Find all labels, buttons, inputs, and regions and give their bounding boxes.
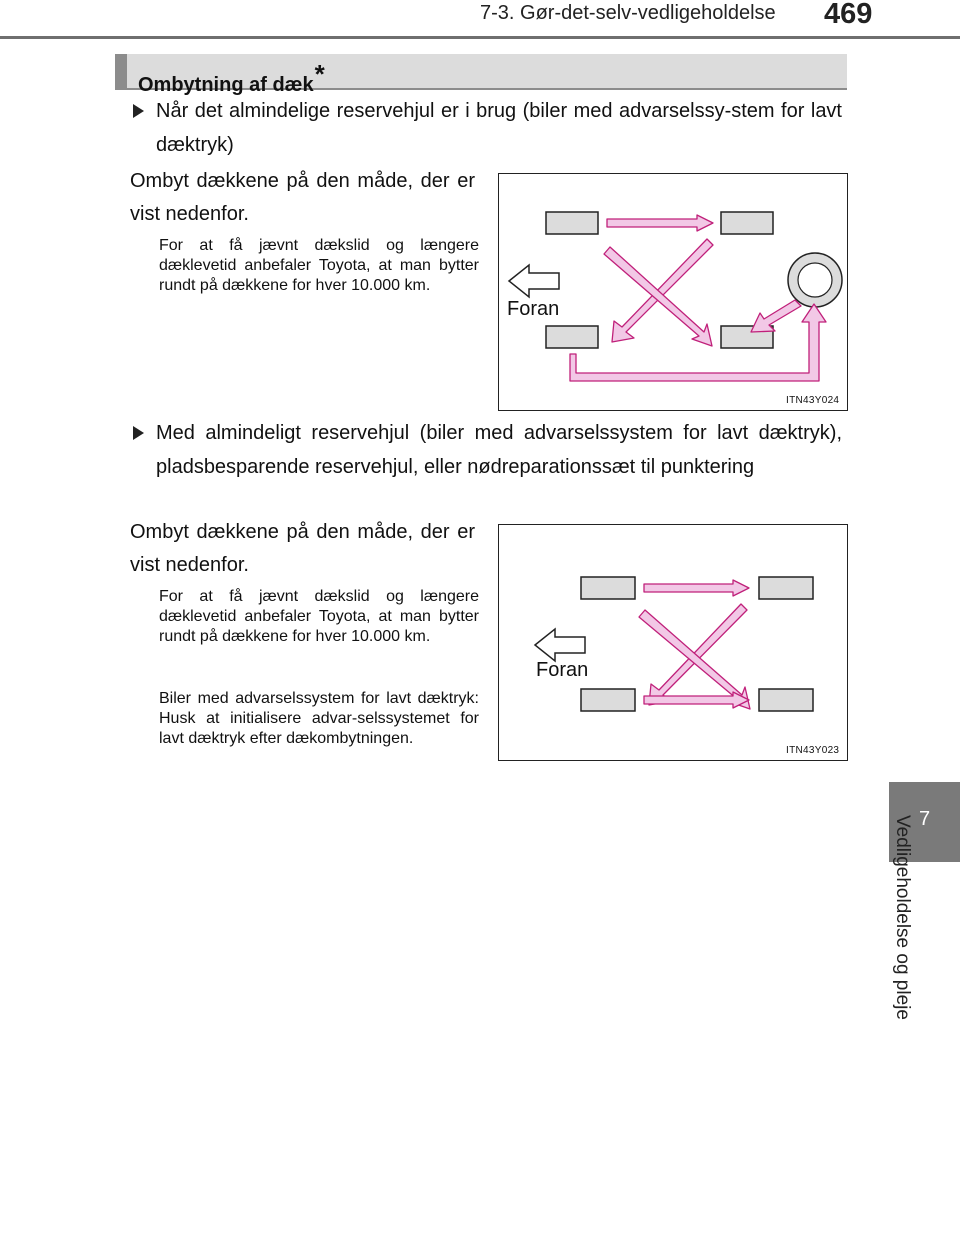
tire-rotation-diagram-standard xyxy=(498,524,848,761)
rotation-instruction: Ombyt dækkene på den måde, der er vist nedenfor. xyxy=(130,521,475,576)
heading-bar xyxy=(115,54,127,88)
footnote-mark: * xyxy=(314,59,325,89)
rotation-diagram-graphic xyxy=(499,174,847,410)
arrow-fl-to-fr-icon xyxy=(644,580,749,596)
section-title-wrap xyxy=(138,59,325,97)
rotation-diagram-graphic xyxy=(499,525,847,760)
arrow-rl-to-spare-icon xyxy=(570,304,826,381)
header-rule xyxy=(0,36,960,39)
front-direction-arrow-icon xyxy=(509,265,559,297)
bullet-text: Med almindeligt reservehjul (biler med advarselssystem for lavt dæktryk), pladsbesparende reservehjul, eller nødreparationssæt til punktering xyxy=(156,422,842,478)
front-direction-arrow-icon xyxy=(535,629,585,661)
chapter-label: Vedligeholdelse og pleje xyxy=(892,815,913,1020)
page-number: 469 xyxy=(824,0,873,30)
chapter-number: 7 xyxy=(918,808,931,830)
diagram-code: ITN43Y023 xyxy=(786,745,840,756)
bullet-triangle-icon xyxy=(133,426,144,440)
tire-front-right-icon xyxy=(759,577,813,599)
tpms-note: Biler med advarselssystem for lavt dæktryk: Husk at initialisere advar-selssystemet for lavt dæktryk efter dækombytningen. xyxy=(159,690,479,747)
tire-front-left-icon xyxy=(546,212,598,234)
header-section-title: 7-3. Gør-det-selv-vedligeholdelse xyxy=(480,2,776,24)
tire-rear-right-icon xyxy=(759,689,813,711)
rotation-instruction: Ombyt dækkene på den måde, der er vist nedenfor. xyxy=(130,170,475,225)
front-label: Foran xyxy=(536,659,589,681)
bullet-triangle-icon xyxy=(133,104,144,118)
tire-rear-left-icon xyxy=(581,689,635,711)
arrow-spare-to-rr-icon xyxy=(751,300,801,332)
diagram-code: ITN43Y024 xyxy=(786,395,840,406)
tire-rear-left-icon xyxy=(546,326,598,348)
rotation-note: For at få jævnt dækslid og længere dæklevetid anbefaler Toyota, at man bytter rundt på dækkene for hver 10.000 km. xyxy=(159,237,479,294)
bullet-text: Når det almindelige reservehjul er i brug (biler med advarselssy-stem for lavt dæktryk) xyxy=(156,100,842,156)
tire-rotation-diagram-spare xyxy=(498,173,848,411)
tire-front-left-icon xyxy=(581,577,635,599)
section-heading xyxy=(115,54,847,96)
bullet-regular-spare xyxy=(130,94,842,162)
bullet-other-spare xyxy=(130,416,842,484)
arrow-fl-to-fr-icon xyxy=(607,215,713,231)
rotation-note: For at få jævnt dækslid og længere dæklevetid anbefaler Toyota, at man bytter rundt på dækkene for hver 10.000 km. xyxy=(159,588,479,645)
section-title: Ombytning af dæk xyxy=(138,74,314,96)
front-label: Foran xyxy=(507,298,560,320)
tire-front-right-icon xyxy=(721,212,773,234)
